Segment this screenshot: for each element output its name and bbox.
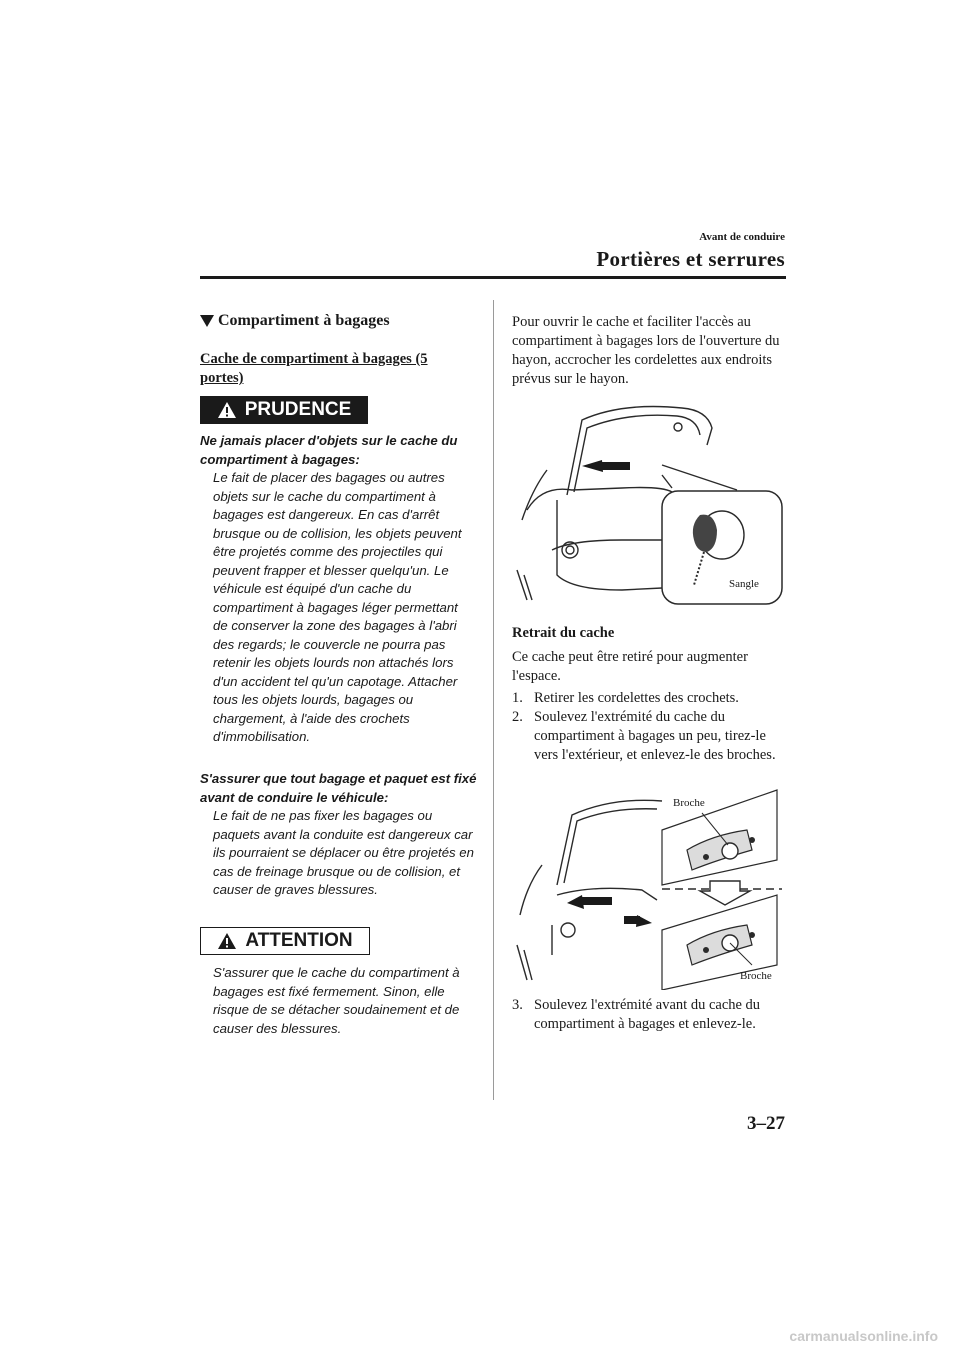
prudence-item-1-head: Ne jamais placer d'objets sur le cache du compartiment à bagages: (200, 433, 458, 467)
watermark: carmanualsonline.info (789, 1328, 938, 1344)
cover-removal-illustration (512, 785, 787, 990)
step-1 (512, 689, 787, 708)
figure-1-label: Sangle (729, 578, 759, 590)
prudence-item-1-body: Le fait de placer des bagages ou autres objets sur le cache du compartiment à bagages est dangereux. En cas d'arrêt brusque ou de collision, les objets peuvent être projetés comme des projectiles qui peuvent frapper et blesser quelqu'un. Le véhicule est équipé d'un cache du compartiment à bagages léger permettant de conserver la zone des bagages à l'abri des regards; le couvercle ne pourra pas retenir les objets lourds non attachés lors d'un accident tel qu'un capotage. Attacher tous les objets lourds, bagages ou chargement, à l'aide des crochets d'immobilisation. (213, 470, 462, 744)
warning-icon (217, 401, 237, 419)
prudence-item-2-head: S'assurer que tout bagage et paquet est fixé avant de conduire le véhicule: (200, 771, 477, 805)
step-1-text: Retirer les cordelettes des crochets. (534, 690, 739, 706)
step-1-number: 1. (512, 690, 523, 706)
prudence-item-2 (200, 770, 480, 900)
warning-icon (217, 932, 237, 950)
attention-badge (200, 927, 370, 955)
step-2-number: 2. (512, 709, 523, 725)
header-divider (200, 276, 786, 279)
attention-label: ATTENTION (245, 930, 353, 951)
step-3 (512, 996, 787, 1034)
step-2 (512, 708, 787, 765)
step-3-text: Soulevez l'extrémité avant du cache du compartiment à bagages et enlevez-le. (534, 997, 761, 1032)
attention-body: S'assurer que le cache du compartiment à bagages est fixé fermement. Sinon, elle risque de se détacher soudainement et de causer des blessures. (213, 965, 460, 1036)
prudence-badge (200, 396, 368, 424)
strap-detail-callout (662, 491, 782, 604)
attention-item (200, 964, 480, 1038)
prudence-label: PRUDENCE (244, 399, 352, 420)
intro-paragraph: Pour ouvrir le cache et faciliter l'accès au compartiment à bagages lors de l'ouverture du hayon, accrocher les cordelettes aux endroits prévus sur le hayon. (512, 314, 780, 387)
page-title: Portières et serrures (596, 247, 785, 271)
step-2-text: Soulevez l'extrémité du cache du compartiment à bagages un peu, tirez-le vers l'extérieur, et enlevez-le des broches. (534, 709, 776, 763)
prudence-item-2-body: Le fait de ne pas fixer les bagages ou paquets avant la conduite est dangereux car ils pourraient se déplacer ou être projetés en cas de freinage brusque ou de collision, et causer de graves blessures. (213, 808, 474, 897)
prudence-item-1 (200, 432, 480, 747)
section-title (200, 312, 475, 330)
page-number: 3–27 (747, 1113, 785, 1134)
chapter-label: Avant de conduire (699, 231, 785, 243)
column-divider (493, 300, 494, 1100)
section-title-text: Compartiment à bagages (218, 312, 390, 329)
figure-2-label-top: Broche (673, 797, 705, 809)
figure-2-label-bottom: Broche (740, 970, 772, 982)
removal-intro: Ce cache peut être retiré pour augmenter l'espace. (512, 649, 748, 684)
step-3-number: 3. (512, 997, 523, 1013)
triangle-down-icon (200, 315, 214, 327)
subsection-title: Cache de compartiment à bagages (5 portes) (200, 351, 428, 386)
removal-title: Retrait du cache (512, 625, 615, 641)
